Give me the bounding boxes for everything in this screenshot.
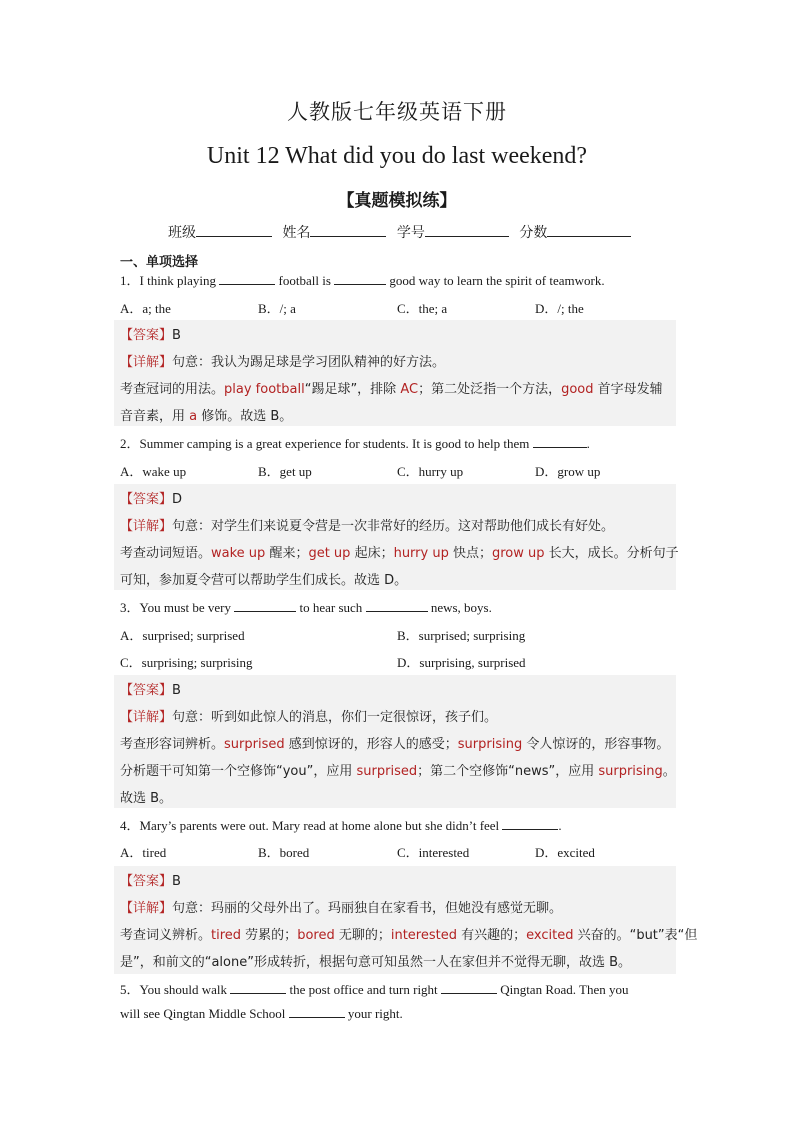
- q2-answer-box: [114, 484, 679, 590]
- q4-option-c[interactable]: C．interested: [397, 845, 470, 860]
- practice-heading: 【真题模拟练】: [337, 191, 457, 211]
- q1-answer: 【答案】B: [120, 328, 181, 343]
- q4-answer: 【答案】B: [120, 874, 181, 889]
- id-label: 学号: [396, 225, 425, 241]
- q2-detail: 【详解】句意：对学生们来说夏令营是一次非常好的经历。这对帮助他们成长有好处。: [120, 519, 615, 534]
- q3-option-d[interactable]: D．surprising, surprised: [397, 655, 526, 670]
- q3-option-c[interactable]: C．surprising; surprising: [120, 655, 253, 670]
- q1-option-b[interactable]: B．/; a: [258, 301, 296, 316]
- q3-explanation-line-2: 分析题干可知第一个空修饰“you”，应用 surprised；第二个空修饰“news”，应用 surprising。: [120, 764, 676, 779]
- q2-explanation-line-2: 可知，参加夏令营可以帮助学生们成长。故选 D。: [120, 573, 408, 588]
- q1-explanation-line-1: 考查冠词的用法。play football“踢足球”，排除 AC；第二处泛指一个方法，good 首字母发辅: [120, 382, 663, 397]
- question-1: 1．I think playing football is good way to learn the spirit of teamwork.: [120, 273, 605, 288]
- q1-explanation-line-2: 音音素，用 a 修饰。故选 B。: [120, 409, 293, 424]
- question-2: 2．Summer camping is a great experience for students. It is good to help them .: [120, 436, 590, 451]
- question-3: 3．You must be very to hear such news, boys.: [120, 600, 492, 615]
- q2-option-d[interactable]: D．grow up: [535, 464, 601, 479]
- q5-blank-3: [289, 1005, 345, 1018]
- q4-option-a[interactable]: A．tired: [120, 845, 167, 860]
- q1-answer-box: [114, 320, 676, 426]
- q3-blank-2: [366, 599, 428, 612]
- name-label: 姓名: [282, 225, 311, 241]
- q4-explanation-line-2: 是”，和前文的“alone”形成转折，根据句意可知虽然一人在家但并不觉得无聊，故选 B。: [120, 955, 632, 970]
- section-heading: 一、单项选择: [120, 255, 199, 270]
- class-label: 班级: [168, 225, 196, 241]
- id-blank[interactable]: [425, 222, 509, 237]
- q2-answer: 【答案】D: [120, 492, 183, 507]
- q1-option-a[interactable]: A．a; the: [120, 301, 171, 316]
- q4-detail: 【详解】句意：玛丽的父母外出了。玛丽独自在家看书，但她没有感觉无聊。: [120, 901, 563, 916]
- q2-blank-1: [533, 435, 587, 448]
- q3-option-b[interactable]: B．surprised; surprising: [397, 628, 526, 643]
- document-title: 人教版七年级英语下册: [287, 100, 507, 124]
- class-blank[interactable]: [196, 222, 272, 237]
- question-5-line-2: will see Qingtan Middle School your right.: [120, 1006, 403, 1021]
- q4-explanation-line-1: 考查词义辨析。tired 劳累的；bored 无聊的；interested 有兴趣的；excited 兴奋的。“but”表“但: [120, 928, 698, 943]
- question-4: 4．Mary’s parents were out. Mary read at home alone but she didn’t feel .: [120, 818, 562, 833]
- q3-answer-box: [114, 675, 676, 808]
- q2-option-c[interactable]: C．hurry up: [397, 464, 464, 479]
- q3-explanation-line-1: 考查形容词辨析。surprised 感到惊讶的，形容人的感受；surprising 令人惊讶的，形容事物。: [120, 737, 670, 752]
- q2-option-b[interactable]: B．get up: [258, 464, 312, 479]
- unit-title: Unit 12 What did you do last weekend?: [206, 143, 588, 169]
- q4-blank-1: [502, 817, 558, 830]
- q3-explanation-line-3: 故选 B。: [120, 791, 173, 806]
- score-blank[interactable]: [547, 222, 631, 237]
- q4-option-b[interactable]: B．bored: [258, 845, 310, 860]
- q5-blank-1: [230, 981, 286, 994]
- q3-blank-1: [234, 599, 296, 612]
- q2-option-a[interactable]: A．wake up: [120, 464, 187, 479]
- student-info-row: [168, 222, 638, 242]
- q1-option-d[interactable]: D．/; the: [535, 301, 584, 316]
- q4-answer-box: [114, 866, 698, 974]
- q2-explanation-line-1: 考查动词短语。wake up 醒来；get up 起床；hurry up 快点；grow up 长大，成长。分析句子: [120, 546, 679, 561]
- question-5: 5．You should walk the post office and turn right Qingtan Road. Then you: [120, 982, 629, 997]
- name-blank[interactable]: [310, 222, 386, 237]
- q1-detail: 【详解】句意：我认为踢足球是学习团队精神的好方法。: [120, 355, 446, 370]
- q3-answer: 【答案】B: [120, 683, 181, 698]
- q3-option-a[interactable]: A．surprised; surprised: [120, 628, 245, 643]
- q4-option-d[interactable]: D．excited: [535, 845, 595, 860]
- q3-detail: 【详解】句意：听到如此惊人的消息，你们一定很惊讶，孩子们。: [120, 710, 498, 725]
- q1-option-c[interactable]: C．the; a: [397, 301, 448, 316]
- q1-blank-2: [334, 272, 386, 285]
- q1-blank-1: [219, 272, 275, 285]
- score-label: 分数: [519, 225, 548, 241]
- q5-blank-2: [441, 981, 497, 994]
